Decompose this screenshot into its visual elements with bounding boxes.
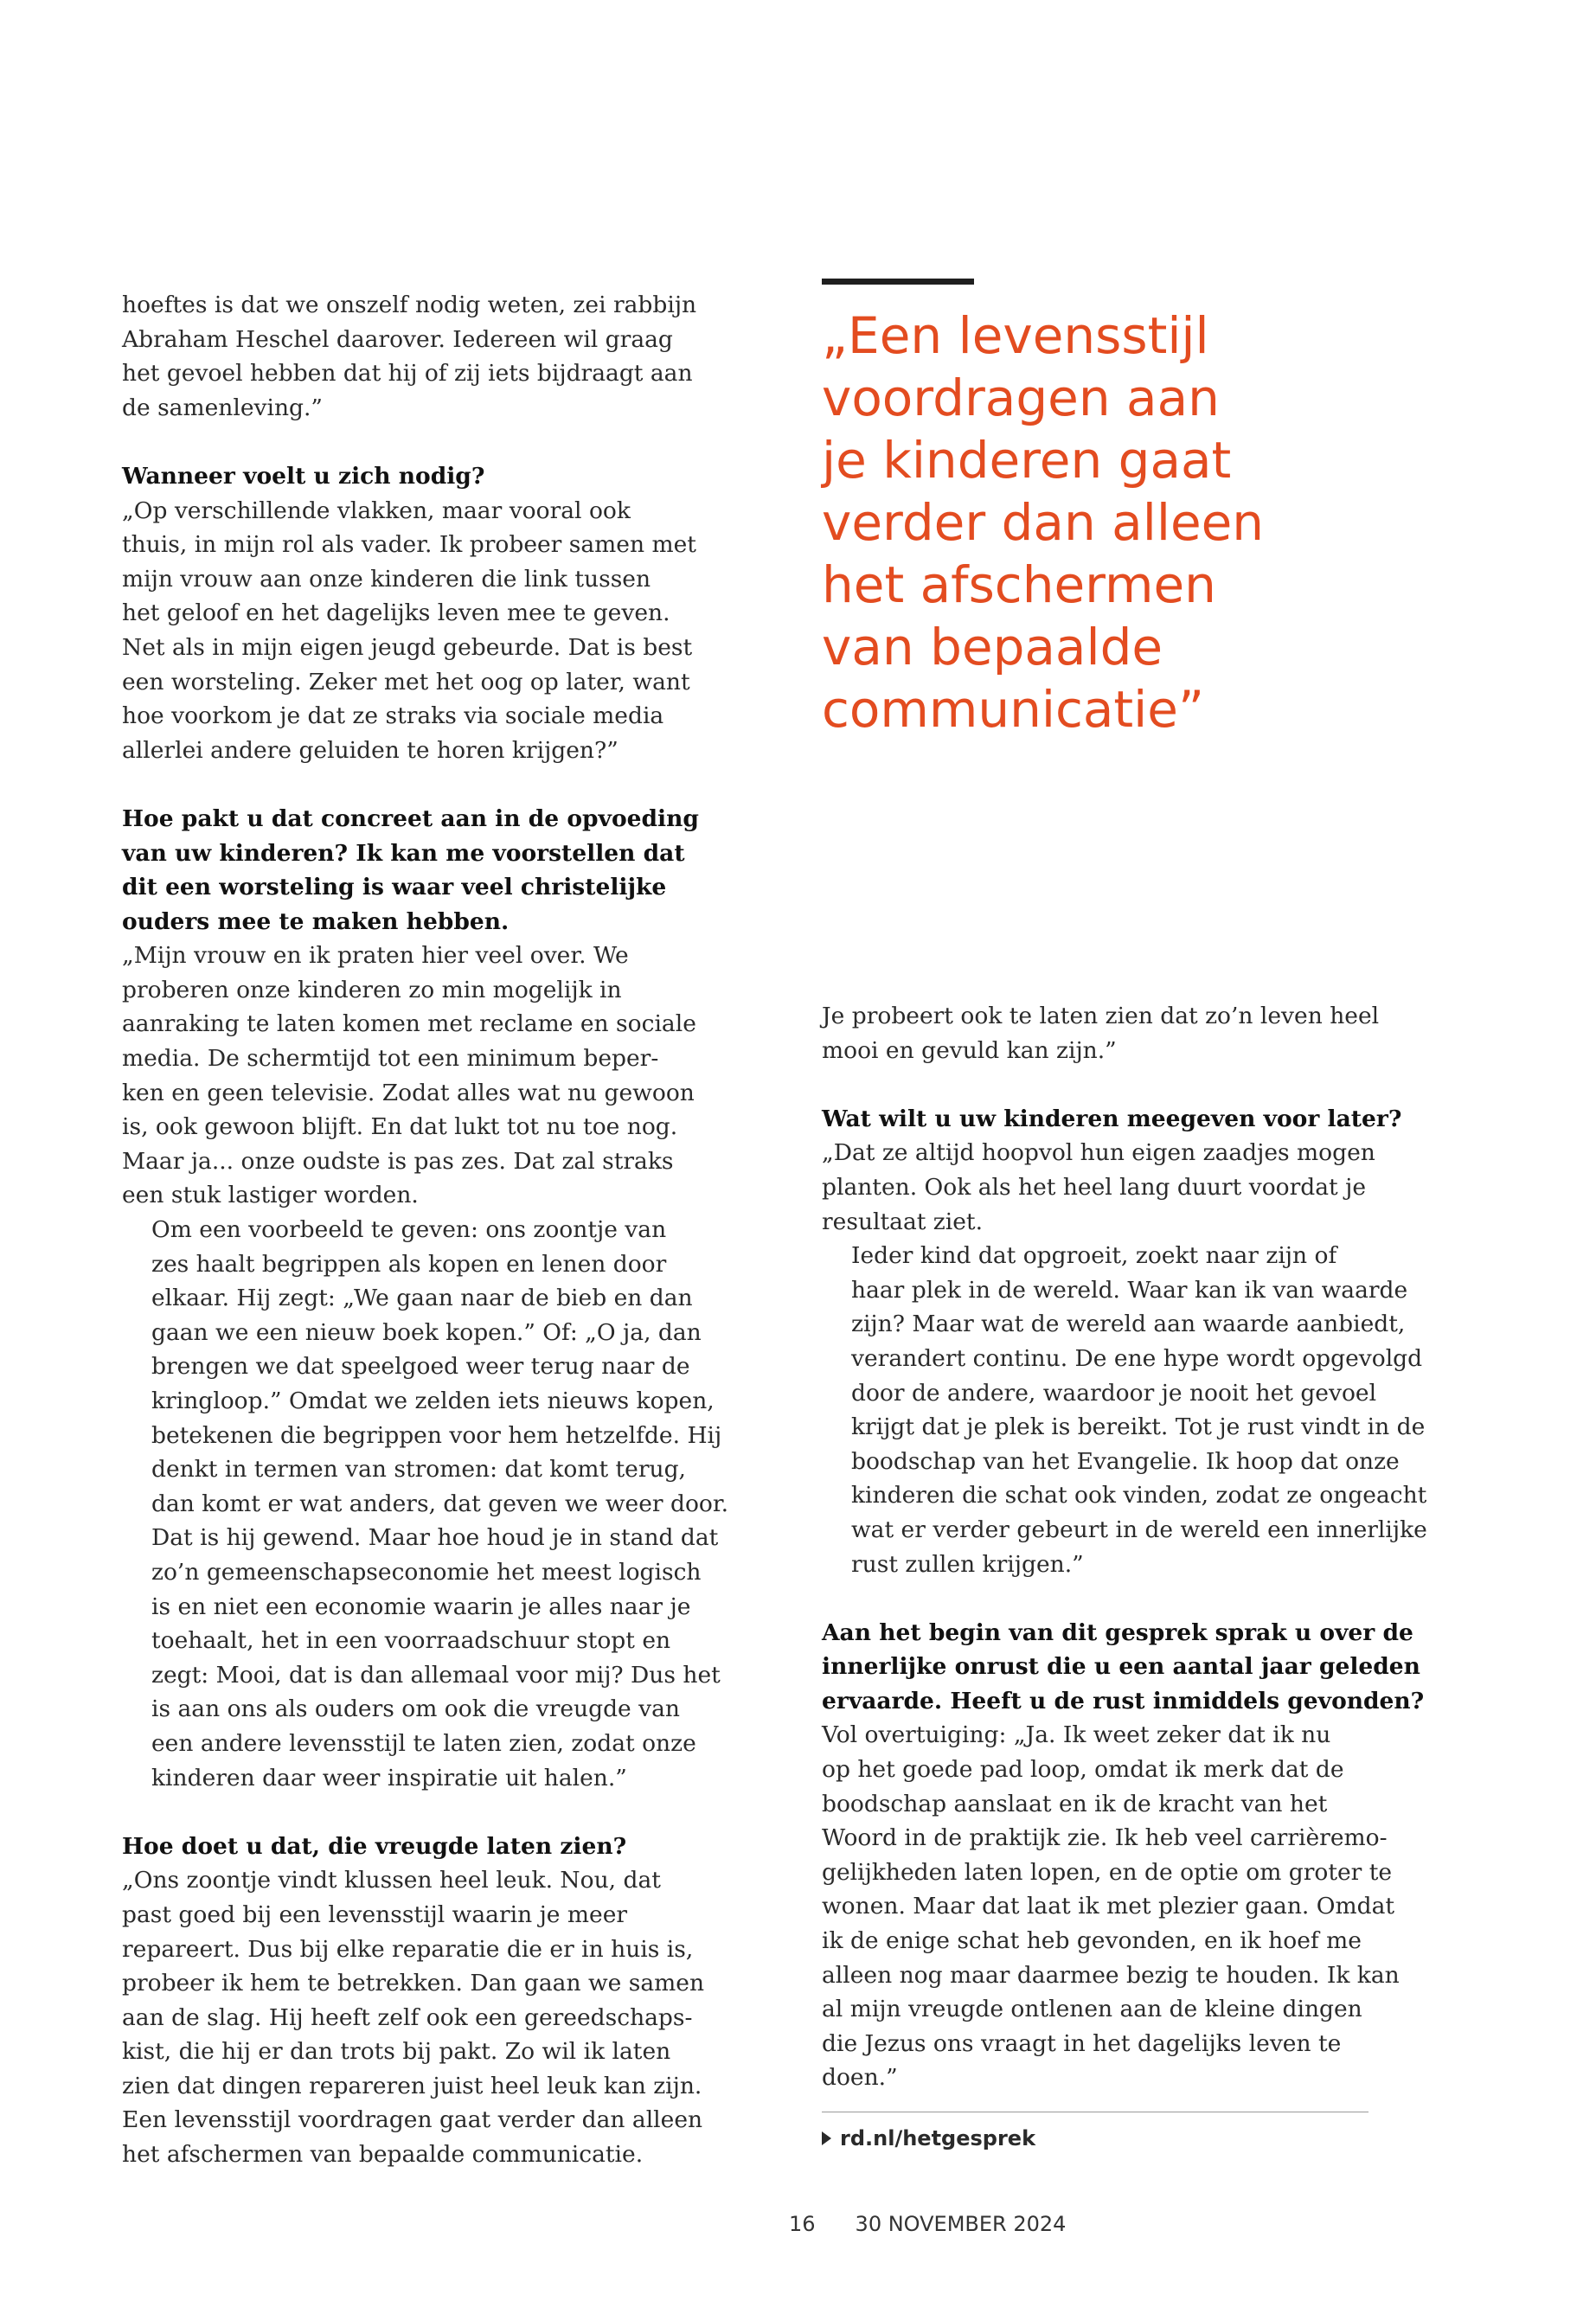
- text-line: aan de slag. Hij heeft zelf ook een gereedschaps-: [122, 2003, 693, 2031]
- text-line: voordragen aan: [822, 369, 1220, 427]
- text-line: toehaalt, het in een voorraadschuur stopt en: [151, 1627, 671, 1655]
- text-line: hoe voorkom je dat ze straks via sociale media: [122, 702, 664, 730]
- text-line: denkt in termen van stromen: dat komt terug,: [151, 1456, 686, 1484]
- text-line: boodschap aanslaat en ik de kracht van het: [822, 1790, 1328, 1817]
- text-line: zien dat dingen repareren juist heel leuk kan zijn.: [122, 2072, 702, 2099]
- website-link[interactable]: [822, 2123, 1035, 2154]
- text-line: krijgt dat je plek is bereikt. Tot je rust vindt in de: [851, 1413, 1426, 1441]
- text-line: Vol overtuiging: „Ja. Ik weet zeker dat ik nu: [822, 1721, 1331, 1749]
- text-line: Je probeert ook te laten zien dat zo’n leven heel: [822, 1003, 1380, 1029]
- text-line: „Mijn vrouw en ik praten hier veel over. We: [122, 942, 629, 970]
- text-line: Wanneer voelt u zich nodig?: [122, 462, 485, 490]
- text-line: elkaar. Hij zegt: „We gaan naar de bieb en dan: [151, 1285, 693, 1312]
- text-line: „Ons zoontje vindt klussen heel leuk. Nou, dat: [122, 1867, 661, 1894]
- text-line: een andere levensstijl te laten zien, zodat onze: [151, 1729, 696, 1757]
- text-line: haar plek in de wereld. Waar kan ik van waarde: [851, 1276, 1408, 1304]
- interview-question: [822, 1102, 1402, 1137]
- text-line: gelijkheden laten lopen, en de optie om groter te: [822, 1858, 1393, 1886]
- text-line: door de andere, waardoor je nooit het gevoel: [851, 1379, 1377, 1407]
- text-line: aanraking te laten komen met reclame en sociale: [122, 1010, 696, 1038]
- interview-question: [122, 802, 699, 939]
- text-line: op het goede pad loop, omdat ik merk dat de: [822, 1756, 1344, 1784]
- issue-date: 30 NOVEMBER 2024: [855, 2212, 1067, 2236]
- text-line: is en niet een economie waarin je alles naar je: [151, 1593, 691, 1620]
- paragraph: [122, 288, 697, 425]
- text-line: Net als in mijn eigen jeugd gebeurde. Dat is best: [122, 633, 693, 661]
- text-line: Hoe doet u dat, die vreugde laten zien?: [122, 1832, 627, 1860]
- text-line: innerlijke onrust die u een aantal jaar geleden: [822, 1653, 1420, 1681]
- text-line: Abraham Heschel daarover. Iedereen wil graag: [122, 325, 673, 353]
- text-line: brengen we dat speelgoed weer terug naar de: [151, 1353, 690, 1381]
- text-line: „Op verschillende vlakken, maar vooral ook: [122, 497, 631, 524]
- text-line: Maar ja... onze oudste is pas zes. Dat zal straks: [122, 1147, 674, 1175]
- text-line: wonen. Maar dat laat ik met plezier gaan. Omdat: [822, 1893, 1395, 1920]
- text-line: zijn? Maar wat de wereld aan waarde aanbiedt,: [851, 1311, 1406, 1338]
- text-line: de samenleving.”: [122, 394, 323, 421]
- text-line: dan komt er wat anders, dat geven we weer door.: [151, 1490, 729, 1517]
- text-line: kinderen daar weer inspiratie uit halen.”: [151, 1764, 627, 1791]
- text-line: wat er verder gebeurt in de wereld een innerlijke: [851, 1516, 1427, 1543]
- text-line: die Jezus ons vraagt in het dagelijks leven te: [822, 2029, 1342, 2057]
- left-column: [122, 288, 729, 2172]
- text-line: doen.”: [822, 2064, 898, 2092]
- text-line: resultaat ziet.: [822, 1208, 984, 1235]
- text-line: ik de enige schat heb gevonden, en ik hoef me: [822, 1927, 1362, 1955]
- text-line: Wat wilt u uw kinderen meegeven voor later?: [822, 1105, 1402, 1132]
- text-line: Ieder kind dat opgroeit, zoekt naar zijn of: [851, 1242, 1337, 1270]
- text-line: repareert. Dus bij elke reparatie die er in huis is,: [122, 1935, 694, 1963]
- text-line: zes haalt begrippen als kopen en lenen door: [151, 1250, 667, 1278]
- text-line: gaan we een nieuw boek kopen.” Of: „O ja, dan: [151, 1318, 702, 1346]
- text-line: kringloop.” Omdat we zelden iets nieuws kopen,: [151, 1388, 715, 1414]
- text-line: is aan ons als ouders om ook die vreugde van: [151, 1695, 680, 1723]
- right-column: [822, 999, 1427, 2095]
- text-line: alleen nog maar daarmee bezig te houden. Ik kan: [822, 1961, 1400, 1989]
- text-line: een stuk lastiger worden.: [122, 1182, 419, 1209]
- text-line: verder dan alleen: [822, 493, 1265, 552]
- interview-question: [822, 1616, 1425, 1719]
- paragraph: [822, 1239, 1427, 1581]
- text-line: van bepaalde: [822, 618, 1163, 676]
- page-footer: [789, 2208, 1066, 2240]
- text-line: communicatie”: [822, 680, 1205, 739]
- text-line: een worsteling. Zeker met het oog op later, want: [122, 668, 690, 695]
- interview-answer: [822, 1136, 1375, 1239]
- paragraph: [122, 1213, 729, 1795]
- text-line: Woord in de praktijk zie. Ik heb veel carrièremo-: [822, 1824, 1388, 1852]
- text-line: past goed bij een levensstijl waarin je meer: [122, 1900, 628, 1928]
- text-line: kinderen die schat ook vinden, zodat ze ongeacht: [851, 1482, 1427, 1509]
- play-arrow-icon: [822, 2131, 831, 2145]
- text-line: mooi en gevuld kan zijn.”: [822, 1036, 1117, 1064]
- text-line: zo’n gemeenschapseconomie het meest logisch: [151, 1558, 702, 1586]
- paragraph: [822, 999, 1380, 1067]
- text-line: het afschermen van bepaalde communicatie.: [122, 2141, 644, 2169]
- text-line: boodschap van het Evangelie. Ik hoop dat onze: [851, 1447, 1400, 1475]
- interview-answer: [122, 1863, 705, 2171]
- interview-answer: [822, 1718, 1400, 2095]
- pull-quote: [822, 304, 1445, 740]
- text-line: ervaarde. Heeft u de rust inmiddels gevonden?: [822, 1687, 1425, 1715]
- text-line: Om een voorbeeld te geven: ons zoontje van: [151, 1216, 667, 1244]
- text-line: het afschermen: [822, 555, 1216, 614]
- interview-answer: [122, 494, 696, 768]
- text-line: ouders mee te maken hebben.: [122, 907, 510, 935]
- text-line: al mijn vreugde ontlenen aan de kleine dingen: [822, 1996, 1362, 2023]
- text-line: betekenen die begrippen voor hem hetzelfde. Hij: [151, 1421, 722, 1449]
- interview-question: [122, 459, 676, 494]
- pull-quote-rule: [822, 279, 974, 285]
- text-line: mijn vrouw aan onze kinderen die link tussen: [122, 565, 651, 593]
- text-line: proberen onze kinderen zo min mogelijk in: [122, 976, 622, 1003]
- interview-question: [122, 1830, 676, 1864]
- website-link-text[interactable]: rd.nl/hetgesprek: [840, 2126, 1036, 2150]
- text-line: je kinderen gaat: [822, 431, 1232, 490]
- text-line: probeer ik hem te betrekken. Dan gaan we samen: [122, 1970, 705, 1997]
- text-line: zegt: Mooi, dat is dan allemaal voor mij? Dus het: [151, 1661, 721, 1689]
- text-line: Dat is hij gewend. Maar hoe houd je in stand dat: [151, 1524, 719, 1552]
- text-line: het geloof en het dagelijks leven mee te geven.: [122, 599, 670, 627]
- text-line: kist, die hij er dan trots bij pakt. Zo wil ik laten: [122, 2038, 671, 2066]
- text-line: thuis, in mijn rol als vader. Ik probeer samen met: [122, 531, 696, 559]
- text-line: „Een levensstijl: [822, 306, 1209, 365]
- text-line: van uw kinderen? Ik kan me voorstellen dat: [122, 839, 685, 867]
- interview-answer: [122, 939, 696, 1213]
- text-line: „Dat ze altijd hoopvol hun eigen zaadjes mogen: [822, 1139, 1375, 1167]
- text-line: Aan het begin van dit gesprek sprak u over de: [822, 1618, 1413, 1646]
- text-line: allerlei andere geluiden te horen krijgen?”: [122, 736, 619, 764]
- page-number: 16: [789, 2212, 816, 2236]
- text-line: het gevoel hebben dat hij of zij iets bijdraagt aan: [122, 360, 693, 388]
- text-line: ken en geen televisie. Zodat alles wat nu gewoon: [122, 1079, 695, 1106]
- text-line: dit een worsteling is waar veel christelijke: [122, 874, 667, 901]
- text-line: hoeftes is dat we onszelf nodig weten, zei rabbijn: [122, 292, 697, 318]
- text-line: media. De schermtijd tot een minimum beper-: [122, 1045, 659, 1073]
- text-line: planten. Ook als het heel lang duurt voordat je: [822, 1173, 1367, 1201]
- text-line: verandert continu. De ene hype wordt opgevolgd: [851, 1344, 1423, 1372]
- text-line: Hoe pakt u dat concreet aan in de opvoeding: [122, 804, 699, 832]
- text-line: is, ook gewoon blijft. En dat lukt tot nu toe nog.: [122, 1113, 678, 1141]
- text-line: rust zullen krijgen.”: [851, 1550, 1084, 1578]
- text-line: Een levensstijl voordragen gaat verder dan alleen: [122, 2106, 703, 2134]
